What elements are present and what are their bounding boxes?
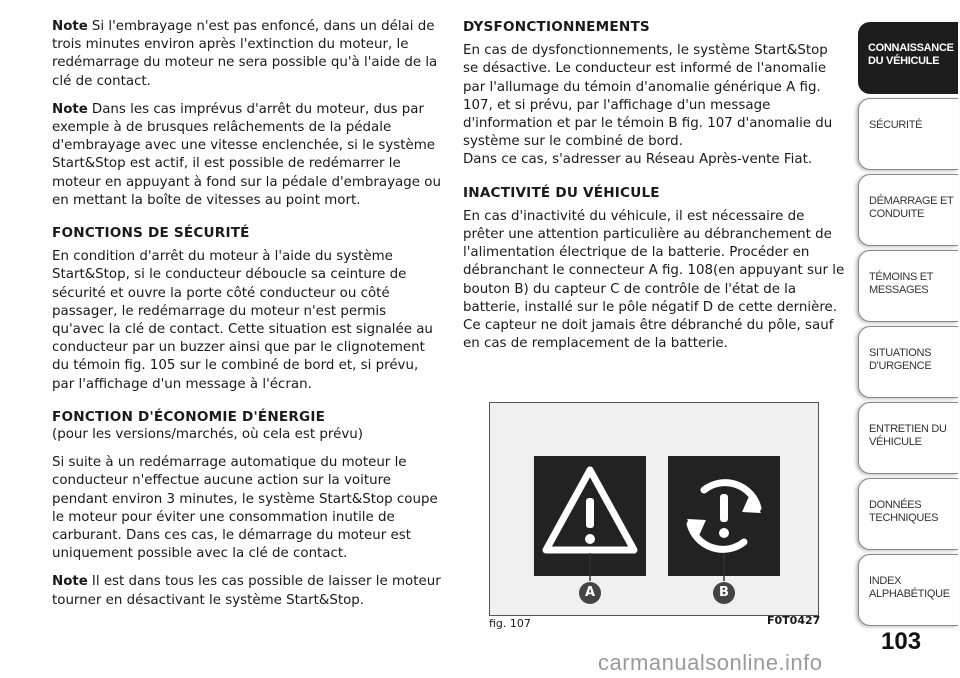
page-number: 103 bbox=[881, 628, 922, 655]
tab-label: DÉMARRAGE ET CONDUITE bbox=[869, 195, 954, 220]
malfunction-text: En cas de dysfonctionnements, le système Start&Stop se désactive. Le conducteur est informé de l'anomalie par l'allumage du témoin d'anomalie générique A fig. 107, et si prévu, par l'affichage d'un message d'information et par le témoin B fig. 107 d'anomalie du système sur le combiné de bord. bbox=[463, 43, 833, 150]
note-label: Note bbox=[52, 19, 88, 34]
note-text: Dans les cas imprévus d'arrêt du moteur, dus par exemple à de brusques relâchements de la pédale d'embrayage avec une vitesse enclenchée, si le système Start&Stop est actif, il est possible de redémarrer le moteur en appuyant à fond sur la pédale d'embrayage ou en mettant la boîte de vitesses au point mort. bbox=[52, 101, 441, 208]
note-text: Si l'embrayage n'est pas enfoncé, dans un délai de trois minutes environ après l'extinction du moteur, le redémarrage du moteur ne sera possible qu'à l'aide de la clé de contact. bbox=[52, 19, 438, 89]
note-paragraph-2 bbox=[52, 101, 442, 210]
tab-label: SÉCURITÉ bbox=[869, 119, 923, 131]
tab-situations-d-urgence[interactable] bbox=[858, 326, 958, 398]
tab-securite[interactable] bbox=[858, 98, 958, 170]
callout-label-a: A bbox=[579, 582, 601, 604]
left-column bbox=[52, 18, 442, 620]
energy-heading: FONCTION D'ÉCONOMIE D'ÉNERGIE bbox=[52, 408, 326, 425]
figure-code: F0T0427 bbox=[767, 614, 821, 627]
watermark: carmanualsonline.info bbox=[598, 650, 823, 675]
energy-text: Si suite à un redémarrage automatique du moteur le conducteur n'effectue aucune action sur la voiture pendant environ 3 minutes, le système Start&Stop coupe le moteur pour éviter une consommation inutile de carburant. Dans ces cas, le démarrage du moteur est uniquement possible avec la clé de contact. bbox=[52, 455, 438, 562]
tab-entretien-du-vehicule[interactable] bbox=[858, 402, 958, 474]
chapter-sidebar bbox=[858, 22, 958, 602]
note-paragraph-1 bbox=[52, 18, 442, 91]
note-label: Note bbox=[52, 101, 88, 117]
note-text: Il est dans tous les cas possible de laisser le moteur tourner en désactivant le système Start&Stop. bbox=[52, 574, 441, 608]
note-paragraph-3 bbox=[52, 573, 442, 609]
right-column bbox=[463, 18, 847, 363]
inactivity-text: En cas d'inactivité du véhicule, il est nécessaire de prêter une attention particulière au débranchement de l'alimentation électrique de la batterie. Procéder en débranchant le connecteur A fig. 108(en appuyant sur le bouton B) du capteur C de contrôle de l'état de la batterie, installé sur le pôle négatif D de cette dernière. Ce capteur ne doit jamais être débranché du pôle, sauf en cas de remplacement de la batterie. bbox=[463, 208, 845, 352]
malfunction-heading: DYSFONCTIONNEMENTS bbox=[463, 19, 650, 35]
callout-label-b: B bbox=[713, 582, 735, 604]
tab-connaissance-du-vehicule[interactable] bbox=[858, 22, 958, 94]
energy-subheading: (pour les versions/marchés, où cela est prévu) bbox=[52, 427, 363, 443]
figure-caption: fig. 107 bbox=[489, 617, 531, 630]
safety-heading: FONCTIONS DE SÉCURITÉ bbox=[52, 225, 250, 242]
inactivity-heading: INACTIVITÉ DU VÉHICULE bbox=[463, 184, 660, 201]
tab-label: CONNAISSANCE DU VÉHICULE bbox=[868, 42, 954, 67]
tab-index-alphabetique[interactable] bbox=[858, 554, 958, 626]
tab-donnees-techniques[interactable] bbox=[858, 478, 958, 550]
tab-label: TÉMOINS ET MESSAGES bbox=[869, 271, 934, 296]
tab-label: SITUATIONS D'URGENCE bbox=[869, 347, 932, 372]
figure-107 bbox=[489, 402, 819, 616]
callout-lines bbox=[490, 403, 820, 617]
malfunction-text-2: Dans ce cas, s'adresser au Réseau Après-vente Fiat. bbox=[463, 152, 813, 168]
tab-label: DONNÉES TECHNIQUES bbox=[869, 499, 939, 524]
tab-label: ENTRETIEN DU VÉHICULE bbox=[869, 423, 947, 448]
tab-demarrage-et-conduite[interactable] bbox=[858, 174, 958, 246]
tab-temoins-et-messages[interactable] bbox=[858, 250, 958, 322]
tab-label: INDEX ALPHABÉTIQUE bbox=[869, 575, 950, 600]
note-label: Note bbox=[52, 574, 88, 590]
safety-text: En condition d'arrêt du moteur à l'aide du système Start&Stop, si le conducteur déboucle sa ceinture de sécurité et ouvre la porte côté conducteur ou côté passager, le redémarrage du moteur n'est permis qu'avec la clé de contact. Cette situation est signalée au conducteur par un buzzer ainsi que par le clignotement du témoin fig. 105 sur le combiné de bord et, si prévu, par l'affichage d'un message à l'écran. bbox=[52, 249, 433, 392]
